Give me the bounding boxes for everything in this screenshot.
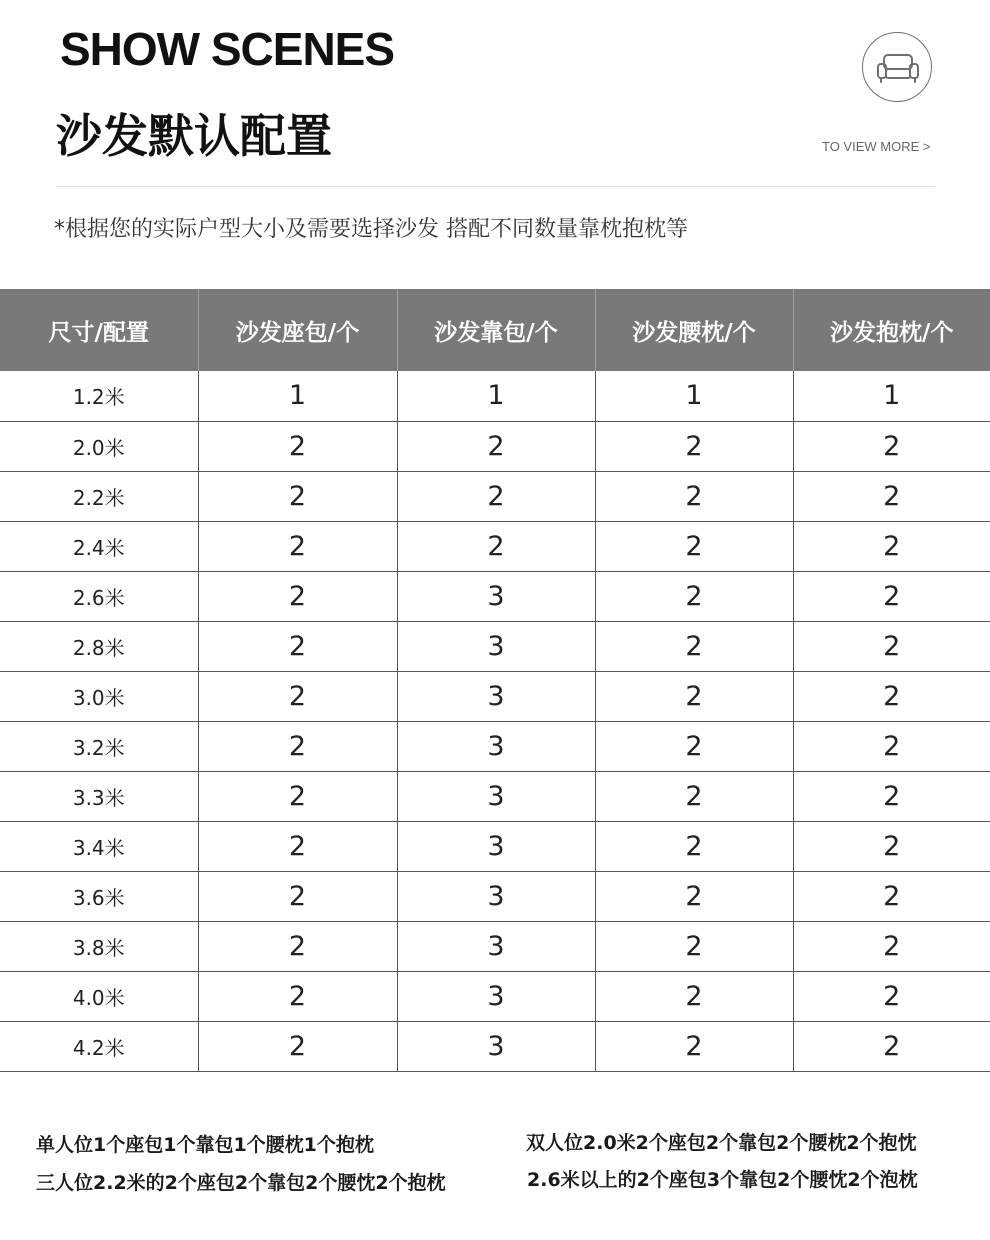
back-cushion-cell: 3 <box>397 1021 595 1071</box>
table-row <box>0 571 990 621</box>
size-cell: 2.8米 <box>0 621 198 671</box>
view-more-link[interactable]: TO VIEW MORE > <box>822 139 931 154</box>
throw-pillow-cell: 2 <box>793 471 990 521</box>
lumbar-pillow-cell: 2 <box>595 621 793 671</box>
seat-cushion-cell: 2 <box>198 721 397 771</box>
lumbar-pillow-cell: 2 <box>595 571 793 621</box>
seat-cushion-cell: 2 <box>198 671 397 721</box>
throw-pillow-cell: 2 <box>793 621 990 671</box>
throw-pillow-cell: 2 <box>793 971 990 1021</box>
seat-cushion-cell: 2 <box>198 421 397 471</box>
throw-pillow-cell: 2 <box>793 871 990 921</box>
lumbar-pillow-cell: 2 <box>595 671 793 721</box>
lumbar-pillow-cell: 1 <box>595 371 793 421</box>
table-row <box>0 921 990 971</box>
table-row <box>0 971 990 1021</box>
back-cushion-cell: 3 <box>397 671 595 721</box>
lumbar-pillow-cell: 2 <box>595 971 793 1021</box>
sofa-icon <box>863 33 933 103</box>
back-cushion-cell: 3 <box>397 971 595 1021</box>
back-cushion-cell: 3 <box>397 621 595 671</box>
header-divider <box>56 186 935 187</box>
rule-triple-seat: 三人位2.2米的2个座包2个靠包2个腰忱2个抱枕 <box>36 1172 446 1194</box>
back-cushion-cell: 3 <box>397 771 595 821</box>
back-cushion-cell: 3 <box>397 821 595 871</box>
size-cell: 3.6米 <box>0 871 198 921</box>
lumbar-pillow-cell: 2 <box>595 521 793 571</box>
column-header-back-cushion: 沙发靠包/个 <box>397 289 595 371</box>
seat-cushion-cell: 2 <box>198 971 397 1021</box>
lumbar-pillow-cell: 2 <box>595 821 793 871</box>
seat-cushion-cell: 2 <box>198 821 397 871</box>
table-row <box>0 821 990 871</box>
size-cell: 3.3米 <box>0 771 198 821</box>
throw-pillow-cell: 2 <box>793 721 990 771</box>
table-row <box>0 521 990 571</box>
lumbar-pillow-cell: 2 <box>595 471 793 521</box>
size-cell: 3.2米 <box>0 721 198 771</box>
seat-cushion-cell: 2 <box>198 521 397 571</box>
seat-cushion-cell: 2 <box>198 621 397 671</box>
throw-pillow-cell: 1 <box>793 371 990 421</box>
throw-pillow-cell: 2 <box>793 921 990 971</box>
back-cushion-cell: 3 <box>397 571 595 621</box>
sofa-badge[interactable] <box>862 32 932 102</box>
size-cell: 3.4米 <box>0 821 198 871</box>
throw-pillow-cell: 2 <box>793 421 990 471</box>
table-row <box>0 1021 990 1071</box>
lumbar-pillow-cell: 2 <box>595 721 793 771</box>
seat-cushion-cell: 2 <box>198 921 397 971</box>
size-cell: 4.2米 <box>0 1021 198 1071</box>
size-cell: 2.4米 <box>0 521 198 571</box>
table-row <box>0 721 990 771</box>
back-cushion-cell: 3 <box>397 721 595 771</box>
table-row <box>0 671 990 721</box>
size-cell: 3.0米 <box>0 671 198 721</box>
column-header-lumbar-pillow: 沙发腰枕/个 <box>595 289 793 371</box>
back-cushion-cell: 1 <box>397 371 595 421</box>
title-en: SHOW SCENES <box>60 23 395 75</box>
back-cushion-cell: 2 <box>397 521 595 571</box>
lumbar-pillow-cell: 2 <box>595 871 793 921</box>
column-header-size: 尺寸/配置 <box>0 289 198 371</box>
lumbar-pillow-cell: 2 <box>595 771 793 821</box>
size-cell: 2.6米 <box>0 571 198 621</box>
seat-cushion-cell: 2 <box>198 571 397 621</box>
back-cushion-cell: 2 <box>397 471 595 521</box>
table-row <box>0 771 990 821</box>
rule-double-seat: 双人位2.0米2个座包2个靠包2个腰枕2个抱忱 <box>526 1132 917 1154</box>
throw-pillow-cell: 2 <box>793 821 990 871</box>
seat-cushion-cell: 2 <box>198 471 397 521</box>
size-cell: 2.0米 <box>0 421 198 471</box>
back-cushion-cell: 3 <box>397 871 595 921</box>
seat-cushion-cell: 2 <box>198 1021 397 1071</box>
size-cell: 3.8米 <box>0 921 198 971</box>
rule-single-seat: 单人位1个座包1个靠包1个腰枕1个抱枕 <box>36 1134 374 1156</box>
size-cell: 4.0米 <box>0 971 198 1021</box>
table-row <box>0 871 990 921</box>
page-title: 沙发默认配置 <box>56 109 332 163</box>
seat-cushion-cell: 2 <box>198 771 397 821</box>
throw-pillow-cell: 2 <box>793 521 990 571</box>
lumbar-pillow-cell: 2 <box>595 1021 793 1071</box>
seat-cushion-cell: 1 <box>198 371 397 421</box>
rule-large-sofa: 2.6米以上的2个座包3个靠包2个腰忱2个泡枕 <box>527 1169 918 1191</box>
throw-pillow-cell: 2 <box>793 571 990 621</box>
size-cell: 1.2米 <box>0 371 198 421</box>
seat-cushion-cell: 2 <box>198 871 397 921</box>
throw-pillow-cell: 2 <box>793 671 990 721</box>
throw-pillow-cell: 2 <box>793 771 990 821</box>
column-header-seat-cushion: 沙发座包/个 <box>198 289 397 371</box>
table-row <box>0 371 990 421</box>
config-table <box>0 289 990 1072</box>
lumbar-pillow-cell: 2 <box>595 921 793 971</box>
table-row <box>0 471 990 521</box>
throw-pillow-cell: 2 <box>793 1021 990 1071</box>
size-cell: 2.2米 <box>0 471 198 521</box>
column-header-throw-pillow: 沙发抱枕/个 <box>793 289 990 371</box>
back-cushion-cell: 2 <box>397 421 595 471</box>
table-header-row <box>0 289 990 371</box>
back-cushion-cell: 3 <box>397 921 595 971</box>
lumbar-pillow-cell: 2 <box>595 421 793 471</box>
table-row <box>0 421 990 471</box>
config-note: *根据您的实际户型大小及需要选择沙发 搭配不同数量靠枕抱枕等 <box>54 217 688 242</box>
table-row <box>0 621 990 671</box>
